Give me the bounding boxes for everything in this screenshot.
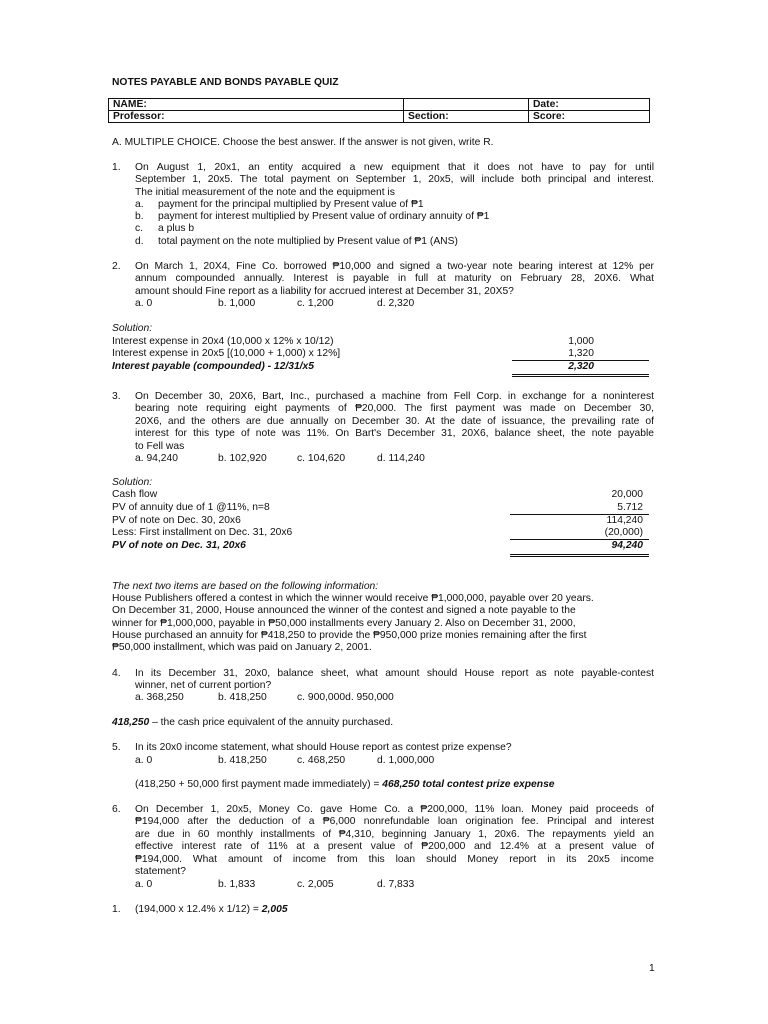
info-line: House purchased an annuity for ₱418,250 to provide the ₱950,000 prize monies remaining after the first bbox=[112, 630, 587, 641]
double-rule bbox=[510, 554, 649, 555]
q4-stem bbox=[135, 668, 654, 693]
solution-row-value: 1,000 bbox=[568, 336, 594, 347]
q6-line: On December 1, 20x5, Money Co. gave Home Co. a ₱200,000, 11% loan. Money paid proceeds of bbox=[135, 804, 654, 815]
q3-choice-b: b. 102,920 bbox=[218, 453, 267, 464]
solution-total-value: 94,240 bbox=[611, 540, 643, 551]
q4-choice-a: a. 368,250 bbox=[135, 692, 184, 703]
q2-choice-d: d. 2,320 bbox=[377, 298, 415, 309]
q3-choice-a: a. 94,240 bbox=[135, 453, 178, 464]
q1-option-text: payment for interest multiplied by Present value of ordinary annuity of ₱1 bbox=[158, 211, 490, 222]
solution-row-value: 20,000 bbox=[611, 489, 643, 500]
info-line: ₱50,000 installment, which was paid on January 2, 2001. bbox=[112, 642, 372, 653]
q4-line: In its December 31, 20x0, balance sheet, what amount should House report as note payable-contest bbox=[135, 668, 654, 679]
q2-solution-label: Solution: bbox=[112, 323, 153, 334]
student-info-table bbox=[108, 98, 650, 123]
q1-line: On August 1, 20x1, an entity acquired a new equipment that it does not have to pay for until bbox=[135, 162, 654, 173]
q5-stem: In its 20x0 income statement, what should House report as contest prize expense? bbox=[135, 742, 512, 753]
q2-number: 2. bbox=[112, 261, 121, 272]
q5-choice-b: b. 418,250 bbox=[218, 755, 267, 766]
q4-choice-cd: c. 900,000d. 950,000 bbox=[297, 692, 394, 703]
q5-choice-c: c. 468,250 bbox=[297, 755, 346, 766]
date-cell: Date: bbox=[529, 99, 650, 111]
q1-option-text: a plus b bbox=[158, 223, 195, 234]
name-blank bbox=[404, 99, 529, 111]
solution-total-label: Interest payable (compounded) - 12/31/x5 bbox=[112, 361, 314, 372]
q3-line: interest for this type of note was 11%. On Bart's December 31, 20X6, balance sheet, the note payable bbox=[135, 428, 654, 440]
quiz-title: NOTES PAYABLE AND BONDS PAYABLE QUIZ bbox=[112, 77, 339, 88]
q6-choice-c: c. 2,005 bbox=[297, 879, 334, 890]
q3-choice-d: d. 114,240 bbox=[377, 453, 425, 464]
q4-line: winner, net of current portion? bbox=[135, 680, 272, 692]
solution-row-value: 1,320 bbox=[568, 348, 594, 359]
info-intro: The next two items are based on the following information: bbox=[112, 581, 379, 592]
q2-choice-a: a. 0 bbox=[135, 298, 153, 309]
q3-solution-label: Solution: bbox=[112, 477, 153, 488]
q6-choice-b: b. 1,833 bbox=[218, 879, 256, 890]
q4-answer bbox=[112, 717, 393, 729]
solution-row-value: 114,240 bbox=[606, 515, 643, 526]
q1-stem bbox=[135, 162, 654, 199]
q4-choice-b: b. 418,250 bbox=[218, 692, 267, 703]
solution-row-value: 5.712 bbox=[617, 502, 643, 513]
q6-answer bbox=[135, 904, 288, 916]
q5-choice-a: a. 0 bbox=[135, 755, 153, 766]
q3-choice-c: c. 104,620 bbox=[297, 453, 346, 464]
solution-total-label: PV of note on Dec. 31, 20x6 bbox=[112, 540, 246, 551]
q6-line: ₱194,000. What amount of income from this loan should Money report in its 20x5 income bbox=[135, 853, 654, 865]
q3-line: to Fell was bbox=[135, 440, 185, 452]
score-cell: Score: bbox=[529, 111, 650, 123]
double-rule bbox=[510, 556, 649, 557]
q4-answer-text: – the cash price equivalent of the annuity purchased. bbox=[149, 717, 394, 728]
info-line: House Publishers offered a contest in which the winner would receive ₱1,000,000, payable over 20 years. bbox=[112, 593, 594, 604]
q6-line: are due in 60 monthly installments of ₱4,310, beginning January 1, 20x6. The repayments yield an bbox=[135, 828, 654, 840]
solution-row-label: Less: First installment on Dec. 31, 20x6 bbox=[112, 527, 293, 538]
info-line: winner for ₱1,000,000, payable in ₱50,000 installments every January 2. Also on December 31, 2000, bbox=[112, 618, 576, 629]
q5-answer-value: 468,250 total contest prize expense bbox=[382, 779, 555, 790]
q2-choice-c: c. 1,200 bbox=[297, 298, 334, 309]
solution-row-value: (20,000) bbox=[604, 527, 643, 538]
info-line: On December 31, 2000, House announced the winner of the contest and signed a note payable to the bbox=[112, 605, 576, 616]
q1-option-letter: d. bbox=[135, 236, 144, 247]
q2-line: On March 1, 20X4, Fine Co. borrowed ₱10,000 and signed a two-year note bearing interest at 12% per bbox=[135, 261, 654, 272]
q6-number: 6. bbox=[112, 804, 121, 815]
q4-number: 4. bbox=[112, 668, 121, 679]
q6-choice-a: a. 0 bbox=[135, 879, 153, 890]
q4-answer-value: 418,250 bbox=[112, 717, 150, 728]
q1-option-text: payment for the principal multiplied by Present value of ₱1 bbox=[158, 199, 424, 210]
q3-line: On December 30, 20X6, Bart, Inc., purchased a machine from Fell Corp. in exchange for a noninterest bbox=[135, 391, 654, 402]
q1-option-letter: c. bbox=[135, 223, 144, 234]
q3-stem bbox=[135, 391, 654, 453]
solution-row-label: Interest expense in 20x4 (10,000 x 12% x 10/12) bbox=[112, 336, 334, 347]
q5-answer-text: (418,250 + 50,000 first payment made immediately) = bbox=[135, 779, 383, 790]
professor-cell: Professor: bbox=[109, 111, 404, 123]
q6-answer-value: 2,005 bbox=[261, 904, 288, 915]
q6-answer-number: 1. bbox=[112, 904, 121, 915]
q6-choice-d: d. 7,833 bbox=[377, 879, 415, 890]
q2-choice-b: b. 1,000 bbox=[218, 298, 256, 309]
solution-row-label: Cash flow bbox=[112, 489, 158, 500]
q3-line: 20X6, and the others are due annually on December 30. At the date of issuance, the prevailing rate of bbox=[135, 415, 654, 427]
q1-line: The initial measurement of the note and the equipment is bbox=[135, 186, 395, 198]
section-cell: Section: bbox=[404, 111, 529, 123]
q5-answer bbox=[135, 779, 555, 791]
q6-answer-text: (194,000 x 12.4% x 1/12) = bbox=[135, 904, 262, 915]
q6-line: statement? bbox=[135, 866, 186, 878]
q3-line: bearing note requiring eight payments of ₱20,000. The first payment was made on December 30, bbox=[135, 403, 654, 415]
q1-option-letter: a. bbox=[135, 199, 144, 210]
solution-total-value: 2,320 bbox=[568, 361, 594, 372]
q2-line: amount should Fine report as a liability for accrued interest at December 31, 20X5? bbox=[135, 285, 514, 297]
q1-option-text: total payment on the note multiplied by Present value of ₱1 (ANS) bbox=[158, 236, 458, 247]
q3-number: 3. bbox=[112, 391, 121, 402]
q6-line: effective interest rate of 11% at a present value of ₱200,000 and 12.4% at a present value of bbox=[135, 841, 654, 853]
solution-row-label: PV of note on Dec. 30, 20x6 bbox=[112, 515, 241, 526]
solution-row-label: PV of annuity due of 1 @11%, n=8 bbox=[112, 502, 270, 513]
q6-line: ₱194,000 after the deduction of a ₱6,000 nonrefundable loan origination fee. Principal and interest bbox=[135, 816, 654, 828]
q2-line: annum compounded annually. Interest is payable in full at maturity on February 28, 20X6. What bbox=[135, 273, 654, 285]
name-cell: NAME: bbox=[109, 99, 404, 111]
page-number: 1 bbox=[649, 963, 655, 974]
double-rule bbox=[512, 376, 649, 377]
double-rule bbox=[512, 374, 649, 375]
q6-stem bbox=[135, 804, 654, 878]
q5-choice-d: d. 1,000,000 bbox=[377, 755, 435, 766]
instructions: A. MULTIPLE CHOICE. Choose the best answer. If the answer is not given, write R. bbox=[112, 137, 494, 148]
q1-number: 1. bbox=[112, 162, 121, 173]
q1-line: September 1, 20x5. The total payment on September 1, 20x5, will include both principal and interest. bbox=[135, 174, 654, 186]
q5-number: 5. bbox=[112, 742, 121, 753]
q1-option-letter: b. bbox=[135, 211, 144, 222]
q2-stem bbox=[135, 261, 654, 298]
solution-row-label: Interest expense in 20x5 [(10,000 + 1,000) x 12%] bbox=[112, 348, 341, 359]
